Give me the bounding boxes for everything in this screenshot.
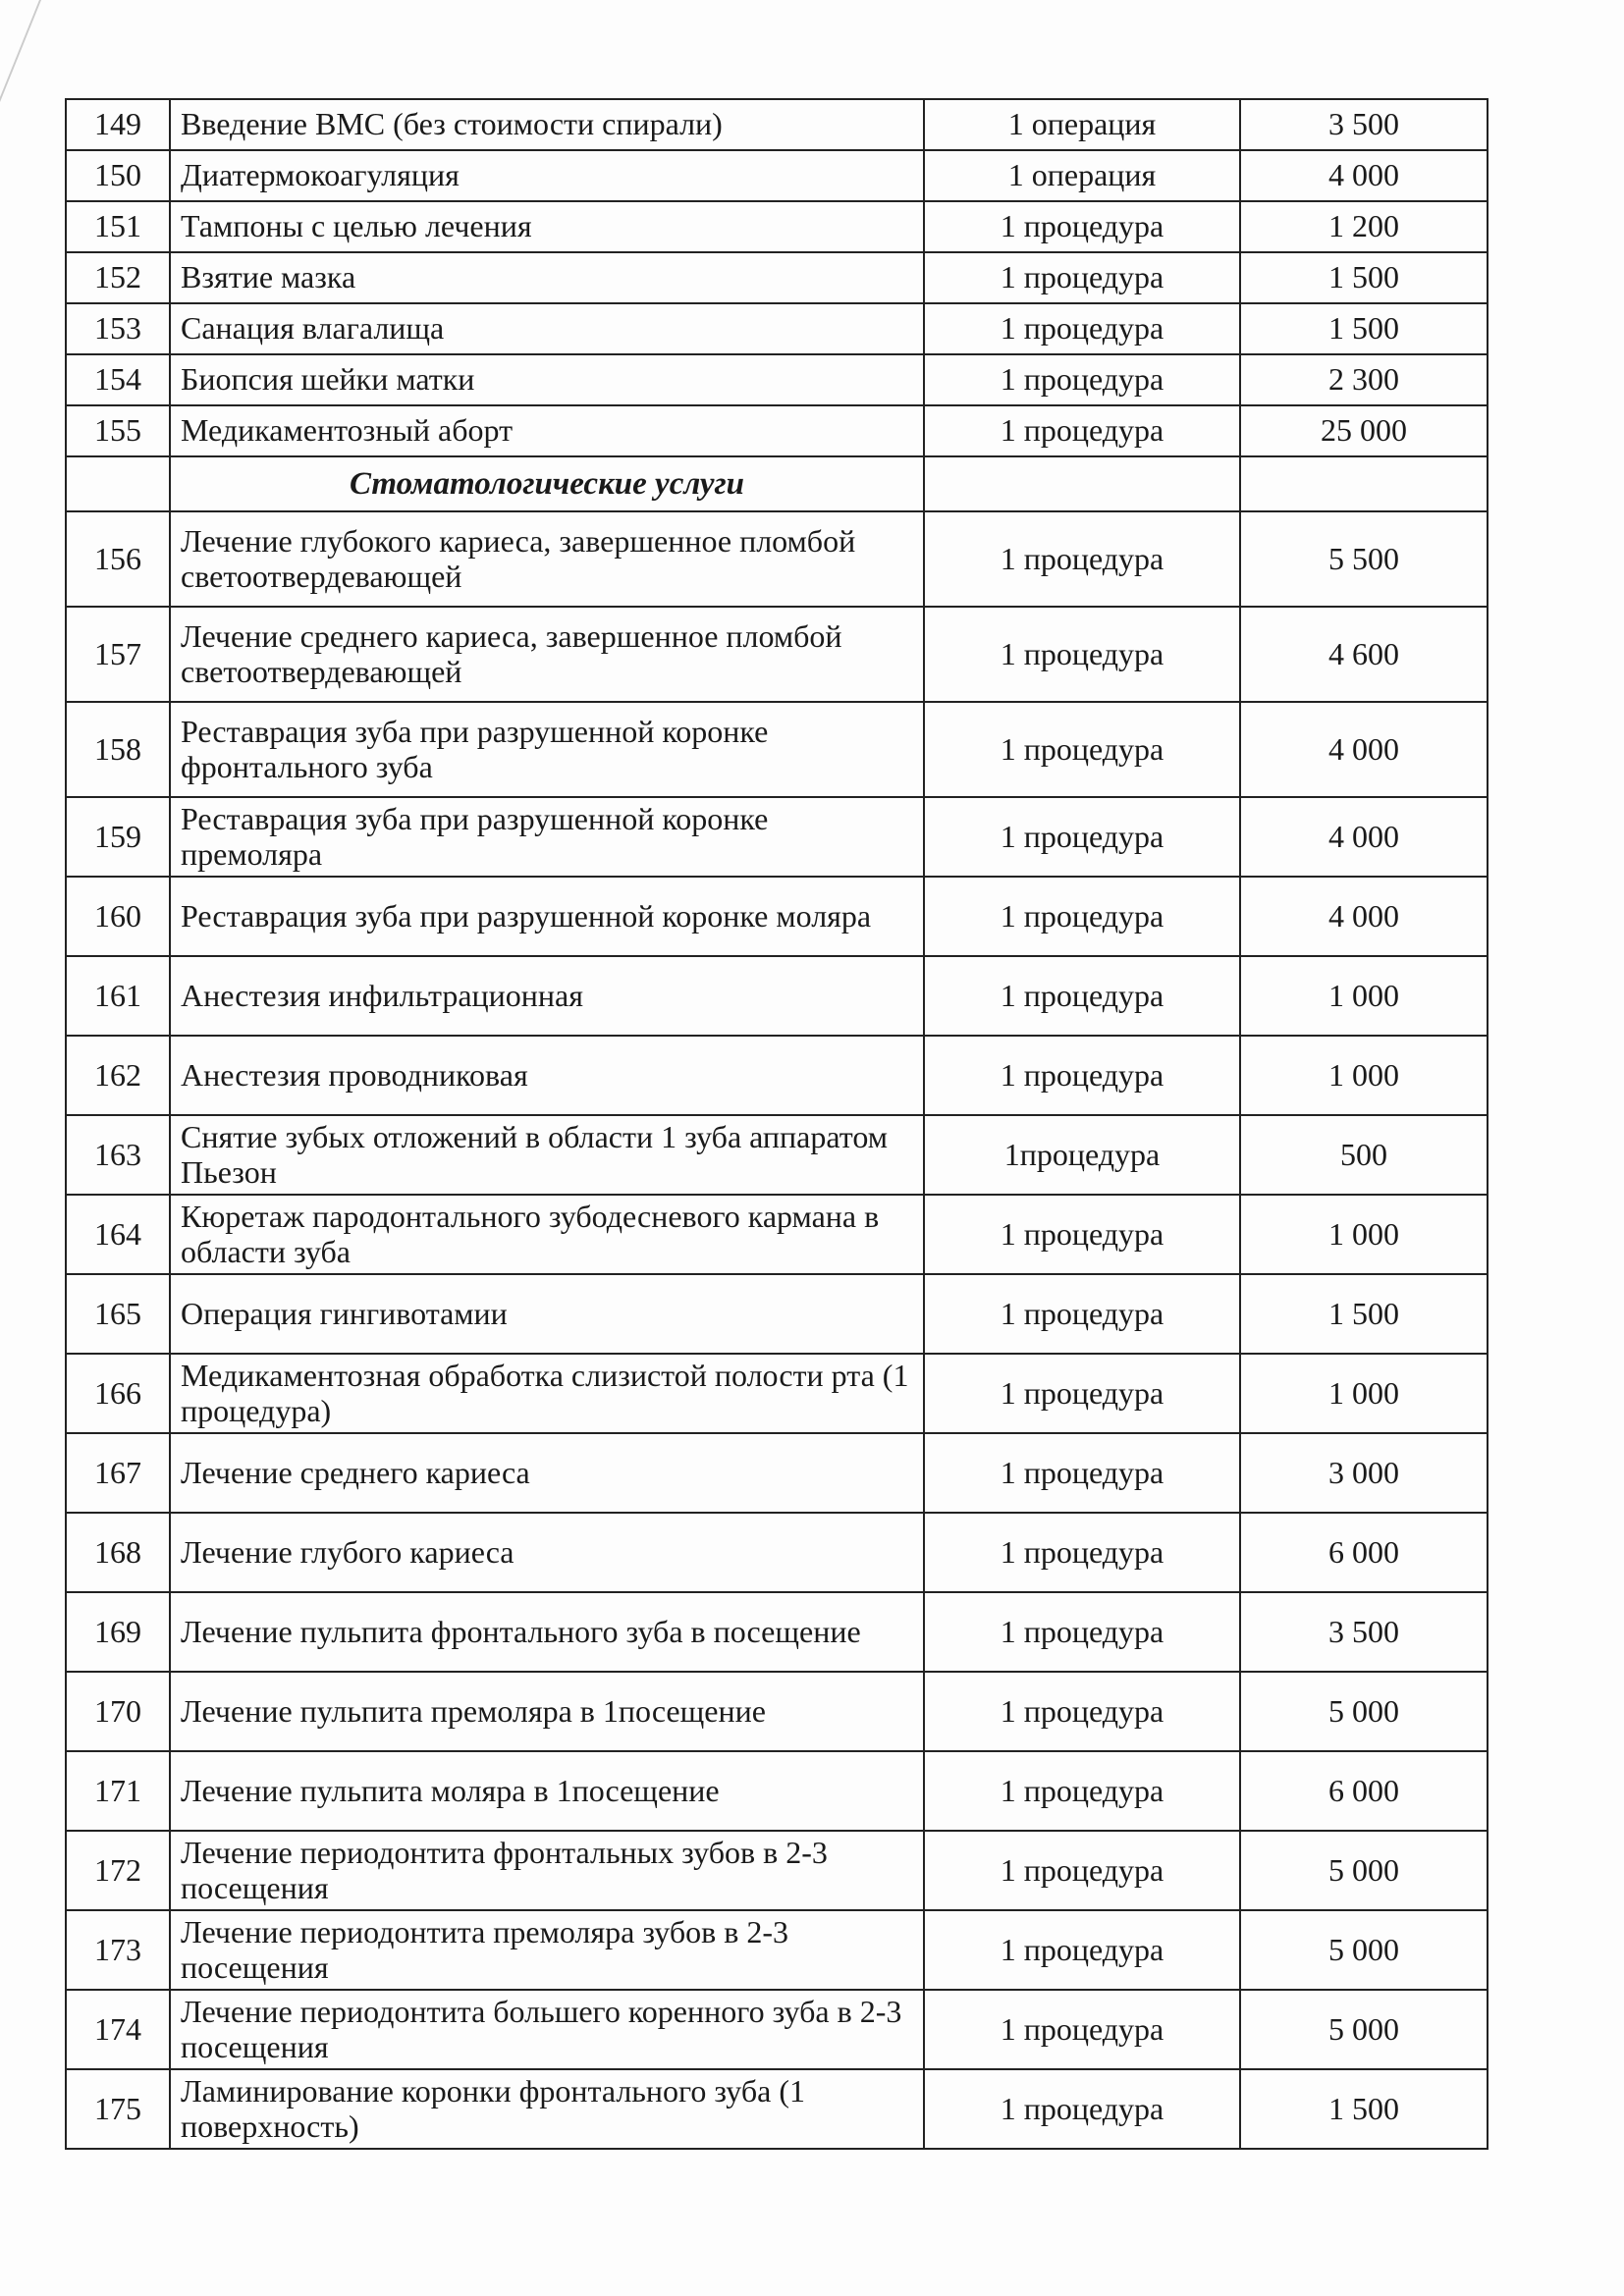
- price-cell: 3 500: [1240, 1592, 1488, 1672]
- price-cell: 6 000: [1240, 1513, 1488, 1592]
- row-number: 156: [66, 511, 170, 607]
- row-number: 158: [66, 702, 170, 797]
- service-name: Тампоны с целью лечения: [170, 201, 924, 252]
- service-name: Ламинирование коронки фронтального зуба (1 поверхность): [170, 2069, 924, 2149]
- price-cell: 2 300: [1240, 354, 1488, 405]
- service-name: Диатермокоагуляция: [170, 150, 924, 201]
- price-cell: 1 000: [1240, 1195, 1488, 1274]
- service-name: Санация влагалища: [170, 303, 924, 354]
- table-row: [66, 1513, 1488, 1592]
- service-name: Биопсия шейки матки: [170, 354, 924, 405]
- unit-cell: 1 процедура: [924, 1910, 1240, 1990]
- service-name: Медикаментозный аборт: [170, 405, 924, 456]
- row-number: 172: [66, 1831, 170, 1910]
- unit-cell: 1 процедура: [924, 1433, 1240, 1513]
- row-number: 153: [66, 303, 170, 354]
- unit-cell: 1 процедура: [924, 1513, 1240, 1592]
- unit-cell: 1 процедура: [924, 877, 1240, 956]
- row-number: 155: [66, 405, 170, 456]
- unit-cell: 1 процедура: [924, 1036, 1240, 1115]
- table-row: [66, 511, 1488, 607]
- service-name: Лечение среднего кариеса, завершенное пломбой светоотвердевающей: [170, 607, 924, 702]
- price-cell: 1 500: [1240, 1274, 1488, 1354]
- row-number: 166: [66, 1354, 170, 1433]
- price-cell: 1 500: [1240, 303, 1488, 354]
- price-cell: 4 000: [1240, 702, 1488, 797]
- service-name: Реставрация зуба при разрушенной коронке фронтального зуба: [170, 702, 924, 797]
- price-cell: 6 000: [1240, 1751, 1488, 1831]
- price-cell: 5 500: [1240, 511, 1488, 607]
- unit-cell: 1 процедура: [924, 1354, 1240, 1433]
- table-row: [66, 1115, 1488, 1195]
- row-number: 157: [66, 607, 170, 702]
- unit-cell: 1 процедура: [924, 303, 1240, 354]
- service-name: Лечение пульпита фронтального зуба в посещение: [170, 1592, 924, 1672]
- unit-cell: 1 процедура: [924, 1990, 1240, 2069]
- unit-cell: 1 процедура: [924, 405, 1240, 456]
- table-row: [66, 797, 1488, 877]
- service-name: Медикаментозная обработка слизистой полости рта (1 процедура): [170, 1354, 924, 1433]
- table-row: [66, 1036, 1488, 1115]
- section-title: Стоматологические услуги: [170, 456, 924, 511]
- price-cell: 3 000: [1240, 1433, 1488, 1513]
- unit-cell: 1 процедура: [924, 201, 1240, 252]
- service-name: Реставрация зуба при разрушенной коронке премоляра: [170, 797, 924, 877]
- service-name: Анестезия проводниковая: [170, 1036, 924, 1115]
- price-cell: 4 000: [1240, 150, 1488, 201]
- price-cell: 5 000: [1240, 1831, 1488, 1910]
- price-cell: 500: [1240, 1115, 1488, 1195]
- row-number: 151: [66, 201, 170, 252]
- table-row: [66, 1990, 1488, 2069]
- price-cell: 1 000: [1240, 1036, 1488, 1115]
- table-row: [66, 99, 1488, 150]
- unit-cell: 1 процедура: [924, 1274, 1240, 1354]
- service-name: Реставрация зуба при разрушенной коронке моляра: [170, 877, 924, 956]
- table-row: [66, 877, 1488, 956]
- table-row: [66, 201, 1488, 252]
- row-number: 164: [66, 1195, 170, 1274]
- unit-cell: 1 процедура: [924, 702, 1240, 797]
- service-name: Взятие мазка: [170, 252, 924, 303]
- row-number: 149: [66, 99, 170, 150]
- unit-cell: 1 процедура: [924, 956, 1240, 1036]
- service-name: Лечение периодонтита премоляра зубов в 2-3 посещения: [170, 1910, 924, 1990]
- unit-cell: 1 процедура: [924, 252, 1240, 303]
- row-number: 152: [66, 252, 170, 303]
- unit-cell: 1 процедура: [924, 1751, 1240, 1831]
- unit-cell: 1 процедура: [924, 1592, 1240, 1672]
- service-name: Лечение глубого кариеса: [170, 1513, 924, 1592]
- price-cell: 4 000: [1240, 797, 1488, 877]
- service-name: Лечение среднего кариеса: [170, 1433, 924, 1513]
- row-number: 160: [66, 877, 170, 956]
- unit-cell: 1 процедура: [924, 511, 1240, 607]
- service-name: Лечение периодонтита большего коренного зуба в 2-3 посещения: [170, 1990, 924, 2069]
- unit-cell: 1 процедура: [924, 1672, 1240, 1751]
- table-row: [66, 1751, 1488, 1831]
- table-row: [66, 1354, 1488, 1433]
- row-number: 165: [66, 1274, 170, 1354]
- service-name: Снятие зубых отложений в области 1 зуба аппаратом Пьезон: [170, 1115, 924, 1195]
- price-cell: 5 000: [1240, 1672, 1488, 1751]
- section-price-cell: [1240, 456, 1488, 511]
- table-row: [66, 150, 1488, 201]
- price-cell: 4 000: [1240, 877, 1488, 956]
- table-row: [66, 303, 1488, 354]
- section-header-row: [66, 456, 1488, 511]
- table-row: [66, 354, 1488, 405]
- unit-cell: 1 процедура: [924, 2069, 1240, 2149]
- section-num-cell: [66, 456, 170, 511]
- row-number: 169: [66, 1592, 170, 1672]
- price-list-body: [66, 99, 1488, 2149]
- price-cell: 4 600: [1240, 607, 1488, 702]
- price-cell: 1 200: [1240, 201, 1488, 252]
- price-cell: 1 000: [1240, 956, 1488, 1036]
- row-number: 175: [66, 2069, 170, 2149]
- unit-cell: 1 операция: [924, 99, 1240, 150]
- service-name: Введение ВМС (без стоимости спирали): [170, 99, 924, 150]
- row-number: 162: [66, 1036, 170, 1115]
- price-cell: 5 000: [1240, 1990, 1488, 2069]
- table-row: [66, 1672, 1488, 1751]
- unit-cell: 1 процедура: [924, 607, 1240, 702]
- row-number: 174: [66, 1990, 170, 2069]
- row-number: 168: [66, 1513, 170, 1592]
- unit-cell: 1 процедура: [924, 354, 1240, 405]
- table-row: [66, 1910, 1488, 1990]
- unit-cell: 1процедура: [924, 1115, 1240, 1195]
- unit-cell: 1 операция: [924, 150, 1240, 201]
- unit-cell: 1 процедура: [924, 797, 1240, 877]
- row-number: 171: [66, 1751, 170, 1831]
- table-row: [66, 405, 1488, 456]
- row-number: 163: [66, 1115, 170, 1195]
- price-list-table: [65, 98, 1489, 2150]
- service-name: Лечение периодонтита фронтальных зубов в 2-3 посещения: [170, 1831, 924, 1910]
- table-row: [66, 2069, 1488, 2149]
- section-unit-cell: [924, 456, 1240, 511]
- service-name: Анестезия инфильтрационная: [170, 956, 924, 1036]
- service-name: Операция гингивотамии: [170, 1274, 924, 1354]
- table-row: [66, 956, 1488, 1036]
- price-cell: 1 500: [1240, 2069, 1488, 2149]
- table-row: [66, 1592, 1488, 1672]
- price-cell: 5 000: [1240, 1910, 1488, 1990]
- row-number: 154: [66, 354, 170, 405]
- table-row: [66, 1195, 1488, 1274]
- row-number: 150: [66, 150, 170, 201]
- price-cell: 1 000: [1240, 1354, 1488, 1433]
- unit-cell: 1 процедура: [924, 1195, 1240, 1274]
- row-number: 173: [66, 1910, 170, 1990]
- price-cell: 25 000: [1240, 405, 1488, 456]
- unit-cell: 1 процедура: [924, 1831, 1240, 1910]
- table-row: [66, 252, 1488, 303]
- table-row: [66, 702, 1488, 797]
- row-number: 161: [66, 956, 170, 1036]
- price-cell: 1 500: [1240, 252, 1488, 303]
- table-row: [66, 607, 1488, 702]
- table-row: [66, 1274, 1488, 1354]
- service-name: Кюретаж пародонтального зубодесневого кармана в области зуба: [170, 1195, 924, 1274]
- service-name: Лечение глубокого кариеса, завершенное пломбой светоотвердевающей: [170, 511, 924, 607]
- table-row: [66, 1831, 1488, 1910]
- table-row: [66, 1433, 1488, 1513]
- service-name: Лечение пульпита премоляра в 1посещение: [170, 1672, 924, 1751]
- service-name: Лечение пульпита моляра в 1посещение: [170, 1751, 924, 1831]
- price-cell: 3 500: [1240, 99, 1488, 150]
- row-number: 159: [66, 797, 170, 877]
- row-number: 170: [66, 1672, 170, 1751]
- row-number: 167: [66, 1433, 170, 1513]
